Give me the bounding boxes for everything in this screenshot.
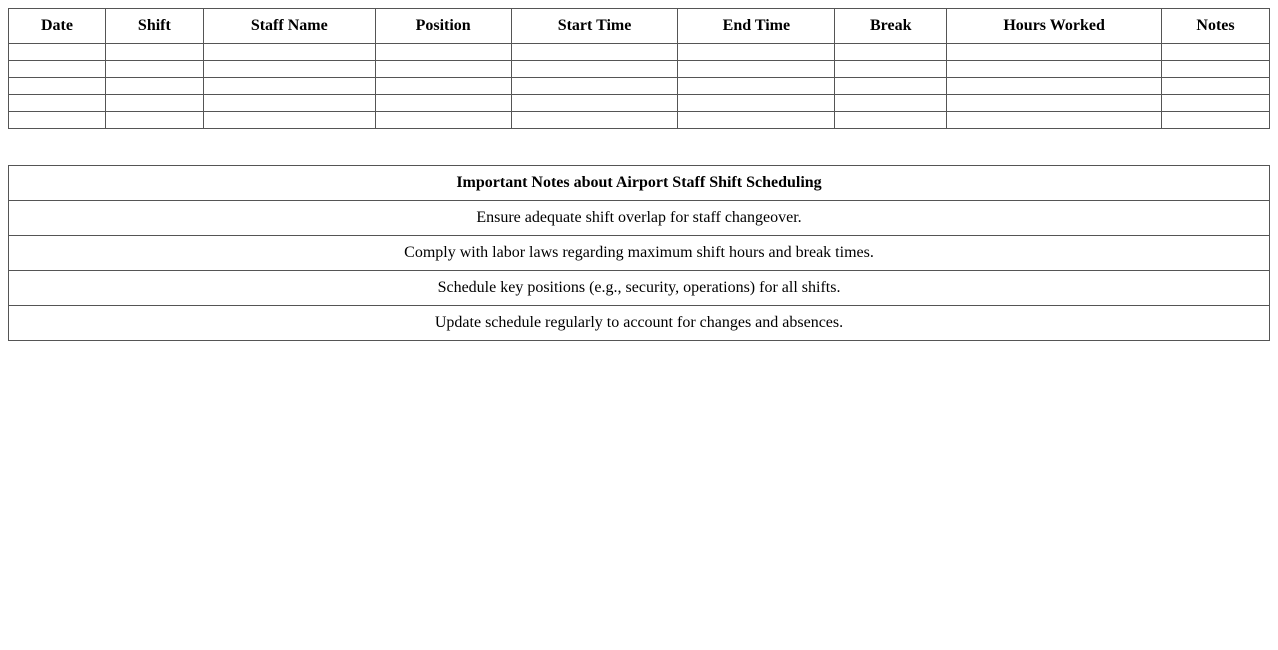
- table-cell: [9, 112, 106, 129]
- table-cell: [678, 95, 835, 112]
- list-item: [9, 271, 1270, 306]
- note-text: Schedule key positions (e.g., security, operations) for all shifts.: [9, 271, 1270, 306]
- table-cell: [835, 95, 947, 112]
- table-cell: [375, 61, 511, 78]
- table-cell: [511, 78, 678, 95]
- table-cell: [1162, 61, 1270, 78]
- column-header-end-time: End Time: [678, 9, 835, 44]
- table-cell: [835, 61, 947, 78]
- table-cell: [678, 61, 835, 78]
- column-header-hours-worked: Hours Worked: [947, 9, 1162, 44]
- column-header-notes: Notes: [1162, 9, 1270, 44]
- table-cell: [105, 95, 203, 112]
- column-header-date: Date: [9, 9, 106, 44]
- table-cell: [835, 112, 947, 129]
- table-cell: [947, 61, 1162, 78]
- table-cell: [203, 112, 375, 129]
- table-cell: [947, 95, 1162, 112]
- table-row: [9, 61, 1270, 78]
- table-cell: [203, 78, 375, 95]
- table-cell: [203, 61, 375, 78]
- note-text: Ensure adequate shift overlap for staff changeover.: [9, 201, 1270, 236]
- table-cell: [105, 112, 203, 129]
- table-cell: [375, 78, 511, 95]
- list-item: [9, 236, 1270, 271]
- column-header-break: Break: [835, 9, 947, 44]
- table-cell: [105, 44, 203, 61]
- table-cell: [511, 112, 678, 129]
- list-item: [9, 306, 1270, 341]
- table-cell: [511, 95, 678, 112]
- table-cell: [678, 78, 835, 95]
- table-cell: [835, 44, 947, 61]
- table-row: [9, 78, 1270, 95]
- table-row: [9, 44, 1270, 61]
- table-cell: [203, 44, 375, 61]
- column-header-start-time: Start Time: [511, 9, 678, 44]
- table-cell: [678, 44, 835, 61]
- table-cell: [9, 61, 106, 78]
- table-header-row: [9, 9, 1270, 44]
- table-cell: [105, 78, 203, 95]
- table-row: [9, 112, 1270, 129]
- table-row: [9, 95, 1270, 112]
- table-cell: [1162, 112, 1270, 129]
- table-cell: [375, 44, 511, 61]
- column-header-shift: Shift: [105, 9, 203, 44]
- table-cell: [511, 44, 678, 61]
- shift-schedule-table: [8, 8, 1270, 129]
- table-cell: [947, 112, 1162, 129]
- note-text: Update schedule regularly to account for changes and absences.: [9, 306, 1270, 341]
- table-cell: [678, 112, 835, 129]
- table-cell: [9, 78, 106, 95]
- table-cell: [1162, 95, 1270, 112]
- table-cell: [375, 95, 511, 112]
- list-item: [9, 201, 1270, 236]
- table-cell: [835, 78, 947, 95]
- notes-title: Important Notes about Airport Staff Shift Scheduling: [9, 166, 1270, 201]
- column-header-staff-name: Staff Name: [203, 9, 375, 44]
- table-cell: [203, 95, 375, 112]
- table-cell: [105, 61, 203, 78]
- table-cell: [947, 44, 1162, 61]
- table-cell: [9, 44, 106, 61]
- table-cell: [511, 61, 678, 78]
- note-text: Comply with labor laws regarding maximum shift hours and break times.: [9, 236, 1270, 271]
- table-cell: [1162, 78, 1270, 95]
- table-cell: [947, 78, 1162, 95]
- column-header-position: Position: [375, 9, 511, 44]
- table-cell: [9, 95, 106, 112]
- notes-table: [8, 165, 1270, 341]
- table-cell: [1162, 44, 1270, 61]
- table-cell: [375, 112, 511, 129]
- notes-header-row: [9, 166, 1270, 201]
